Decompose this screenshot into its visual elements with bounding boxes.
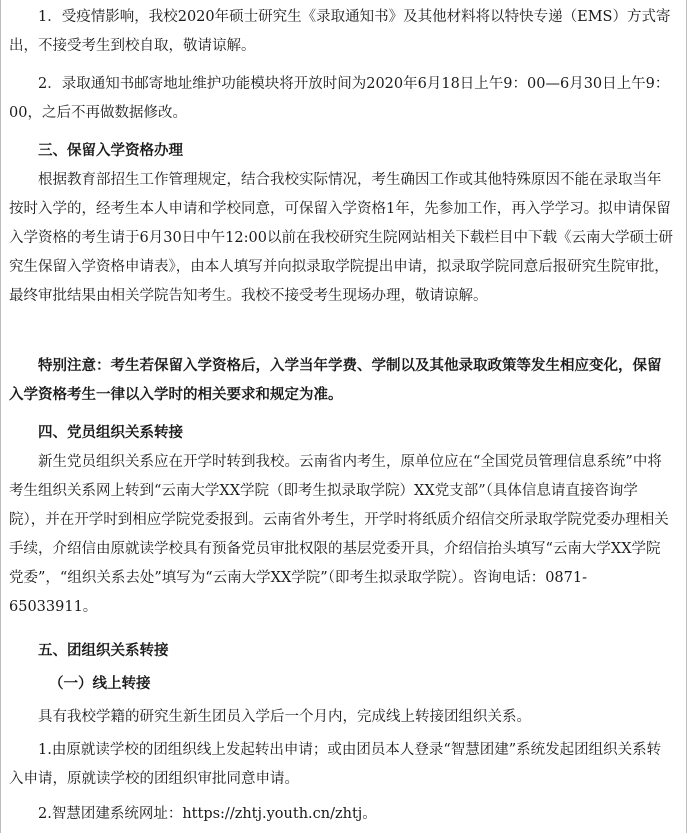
section-5-item-1: 1.由原就读学校的团组织线上发起转出申请；或由团员本人登录“智慧团建”系统发起团组织关系转入申请，原就读学校的团组织审批同意申请。 [9,742,662,787]
admission-item-1: 1．受疫情影响，我校2020年硕士研究生《录取通知书》及其他材料将以特快专递（EMS）方式寄出，不接受考生到校自取，敬请谅解。 [9,9,671,54]
section-5-item-2: 2.智慧团建系统网址：https://zhtj.youth.cn/zhtj。 [38,806,377,822]
section-4-heading: 四、党员组织关系转接 [38,424,183,441]
admission-item-2: 2．录取通知书邮寄地址维护功能模块将开放时间为2020年6月18日上午9：00—6月30日上午9：00，之后不再做数据修改。 [9,76,670,121]
section-5-subheading-online: （一）线上转接 [49,675,151,692]
section-3-heading: 三、保留入学资格办理 [38,142,183,159]
section-5-heading: 五、团组织关系转接 [38,642,169,659]
section-5-intro: 具有我校学籍的研究生新生团员入学后一个月内，完成线上转接团组织关系。 [38,709,531,725]
section-3-special-note: 特别注意：考生若保留入学资格后，入学当年学费、学制以及其他录取政策等发生相应变化，保留入学资格考生一律以入学时的相关要求和规定为准。 [9,357,662,403]
section-3-body: 根据教育部招生工作管理规定，结合我校实际情况，考生确因工作或其他特殊原因不能在录取当年按时入学的，经考生本人申请和学校同意，可保留入学资格1年，先参加工作，再入学学习。拟申请保留入学资格的考生请于6月30日中午12:00以前在我校研究生院网站相关下载栏目中下载《云南大学硕士研究生保留入学资格申请表》，由本人填写并向拟录取学院提出申请，拟录取学院同意后报研究生院审批，最终审批结果由相关学院告知考生。我校不接受考生现场办理，敬请谅解。 [9,172,673,304]
section-4-body: 新生党员组织关系应在开学时转到我校。云南省内考生，原单位应在“全国党员管理信息系统”中将考生组织关系网上转到“云南大学XX学院（即考生拟录取学院）XX党支部”（具体信息请直接咨询学院），并在开学时到相应学院党委报到。云南省外考生，开学时将纸质介绍信交所录取学院党委办理相关手续，介绍信由原就读学校具有预备党员审批权限的基层党委开具，介绍信抬头填写“云南大学XX学院党委”，“组织关系去处”填写为“云南大学XX学院”（即考生拟录取学院）。咨询电话：0871-65033911。 [9,454,669,615]
